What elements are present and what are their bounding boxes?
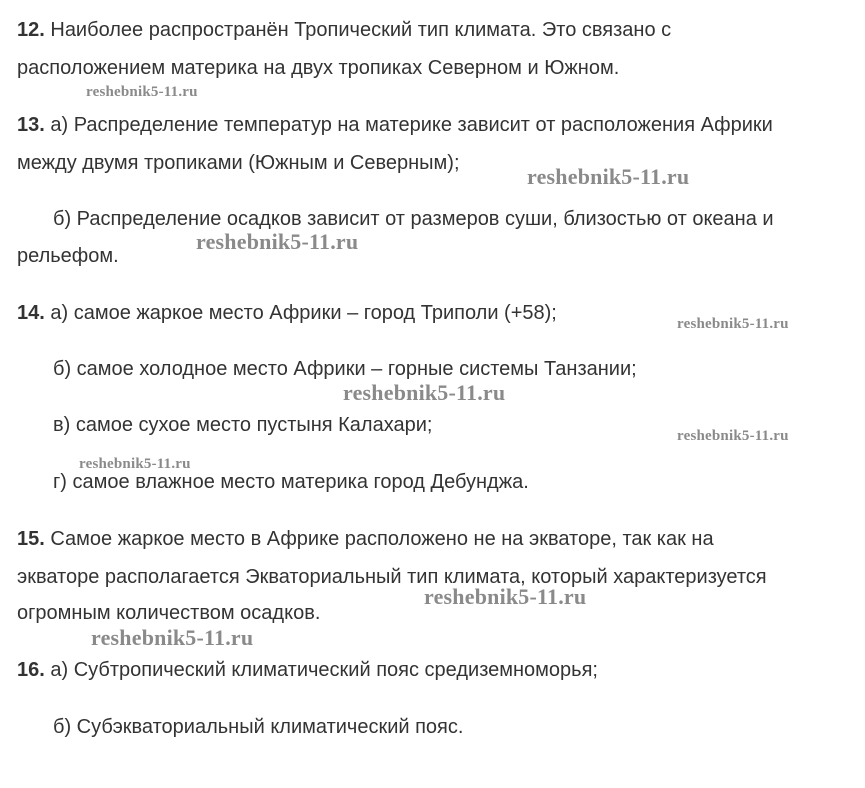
watermark: reshebnik5-11.ru [86, 84, 198, 100]
answer-13b-line-2: рельефом. [17, 245, 119, 267]
watermark: reshebnik5-11.ru [424, 584, 587, 609]
answer-15-number: 15. [17, 528, 45, 550]
answer-15-line-3: огромным количеством осадков. [17, 602, 321, 624]
answer-13-number: 13. [17, 114, 45, 136]
watermark: reshebnik5-11.ru [196, 229, 359, 254]
watermark: reshebnik5-11.ru [91, 625, 254, 650]
answer-12-text-1: Наиболее распространён Тропический тип климата. Это связано с [44, 19, 672, 41]
answer-12-number: 12. [17, 19, 45, 41]
watermark: reshebnik5-11.ru [343, 380, 506, 405]
watermark: reshebnik5-11.ru [677, 428, 789, 444]
answer-14c-line: в) самое сухое место пустыня Калахари; [53, 414, 433, 436]
answer-14d-line: г) самое влажное место материка город Дебунджа. [53, 471, 529, 493]
answer-13a-text-1: а) Распределение температур на материке зависит от расположения Африки [44, 114, 773, 136]
answer-14-number: 14. [17, 302, 45, 324]
answer-12-line-1 [17, 18, 671, 42]
answer-14a-text: а) самое жаркое место Африки – город Триполи (+58); [44, 302, 557, 324]
answer-13a-line-2: между двумя тропиками (Южным и Северным); [17, 152, 460, 174]
watermark: reshebnik5-11.ru [527, 164, 690, 189]
answer-16a-line [17, 658, 598, 682]
answer-14a-line [17, 301, 557, 325]
answer-13b-line-1: б) Распределение осадков зависит от размеров суши, близостью от океана и [53, 208, 774, 230]
answer-13a-line-1 [17, 113, 773, 137]
answer-15-text-1: Самое жаркое место в Африке расположено не на экваторе, так как на [44, 528, 714, 550]
watermark: reshebnik5-11.ru [677, 316, 789, 332]
answer-16b-line: б) Субэкваториальный климатический пояс. [53, 716, 464, 738]
answer-15-line-1 [17, 527, 714, 551]
answer-14b-line: б) самое холодное место Африки – горные системы Танзании; [53, 358, 637, 380]
watermark: reshebnik5-11.ru [79, 456, 191, 472]
answer-15-line-2: экваторе располагается Экваториальный тип климата, который характеризуется [17, 566, 767, 588]
answer-16a-text: а) Субтропический климатический пояс средиземноморья; [44, 659, 598, 681]
answer-12-line-2: расположением материка на двух тропиках Северном и Южном. [17, 57, 620, 79]
answer-16-number: 16. [17, 659, 45, 681]
